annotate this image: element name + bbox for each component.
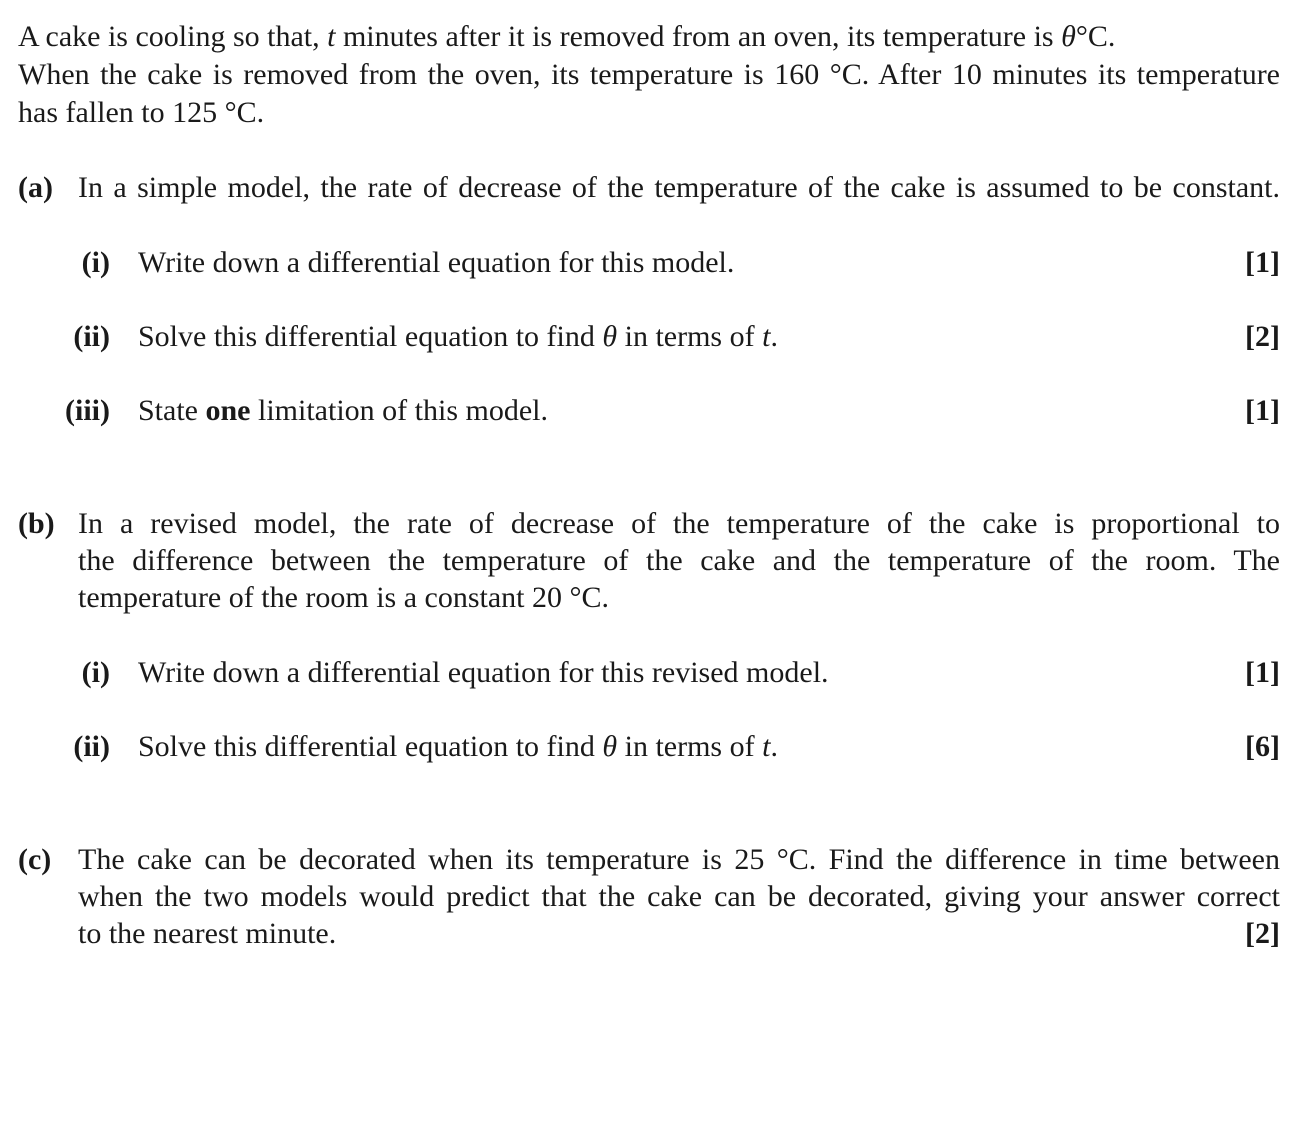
part-c-marks: [2]: [1245, 917, 1280, 950]
part-b-label: (b): [18, 507, 55, 540]
part-b-ii-text-c: .: [770, 730, 778, 763]
part-a-iii-text-a: State: [138, 394, 198, 427]
part-b-ii-text: [138, 728, 778, 766]
part-b-i-marks: [1]: [1245, 656, 1280, 689]
part-b-line-1: In a revised model, the rate of decrease of the temperature of the cake is proportional to: [78, 507, 1280, 540]
part-a-ii-marks: [2]: [1245, 320, 1280, 353]
part-b-ii-marks: [6]: [1245, 730, 1280, 763]
part-b-ii-text-a: Solve this differential equation to find: [138, 730, 595, 763]
part-a-ii-text-a: Solve this differential equation to find: [138, 320, 595, 353]
part-c-label: (c): [18, 843, 52, 876]
variable-theta: θ: [1061, 20, 1076, 53]
part-a-ii-text-b: in terms of: [624, 320, 755, 353]
intro-line-2: When the cake is removed from the oven, its temperature is 160 °C. After 10 minutes its temperature: [18, 58, 1280, 91]
part-b-ii-text-b: in terms of: [624, 730, 755, 763]
variable-t: t: [327, 20, 336, 53]
intro-line-3: has fallen to 125 °C.: [18, 96, 265, 129]
part-b-line-2: the difference between the temperature of the cake and the temperature of the room. The: [78, 544, 1280, 577]
part-a-i-label: (i): [81, 246, 110, 279]
variable-t: t: [762, 730, 771, 763]
part-a-text: In a simple model, the rate of decrease of the temperature of the cake is assumed to be constant.: [78, 171, 1280, 204]
part-a-i-marks: [1]: [1245, 246, 1280, 279]
part-b-line-3: temperature of the room is a constant 20 °C.: [78, 581, 610, 614]
part-c-line-3: to the nearest minute.: [78, 917, 337, 950]
intro-text: minutes after it is removed from an oven, its temperature is: [342, 20, 1054, 53]
variable-theta: θ: [602, 730, 618, 763]
part-c-line-2: when the two models would predict that the cake can be decorated, giving your answer correct: [78, 880, 1280, 913]
part-a-iii-marks: [1]: [1245, 394, 1280, 427]
part-a-ii-label: (ii): [73, 320, 110, 353]
variable-t: t: [762, 320, 771, 353]
part-a-label: (a): [18, 171, 53, 204]
intro-text: °C.: [1075, 20, 1116, 53]
intro-text: A cake is cooling so that,: [18, 20, 320, 53]
part-a-ii-text-c: .: [770, 320, 778, 353]
part-a-iii-label: (iii): [65, 394, 110, 427]
variable-theta: θ: [602, 320, 618, 353]
part-a-i-text: Write down a differential equation for this model.: [138, 246, 735, 279]
emphasis-one: one: [205, 394, 251, 427]
part-b-i-text: Write down a differential equation for this revised model.: [138, 656, 829, 689]
part-a-iii-text: [138, 392, 548, 430]
part-b-ii-label: (ii): [73, 730, 110, 763]
part-a-ii-text: [138, 318, 778, 356]
part-c-line-1: The cake can be decorated when its temperature is 25 °C. Find the difference in time between: [78, 843, 1280, 876]
part-b-i-label: (i): [81, 656, 110, 689]
intro-line-1: [18, 18, 1115, 56]
part-a-iii-text-b: limitation of this model.: [258, 394, 548, 427]
